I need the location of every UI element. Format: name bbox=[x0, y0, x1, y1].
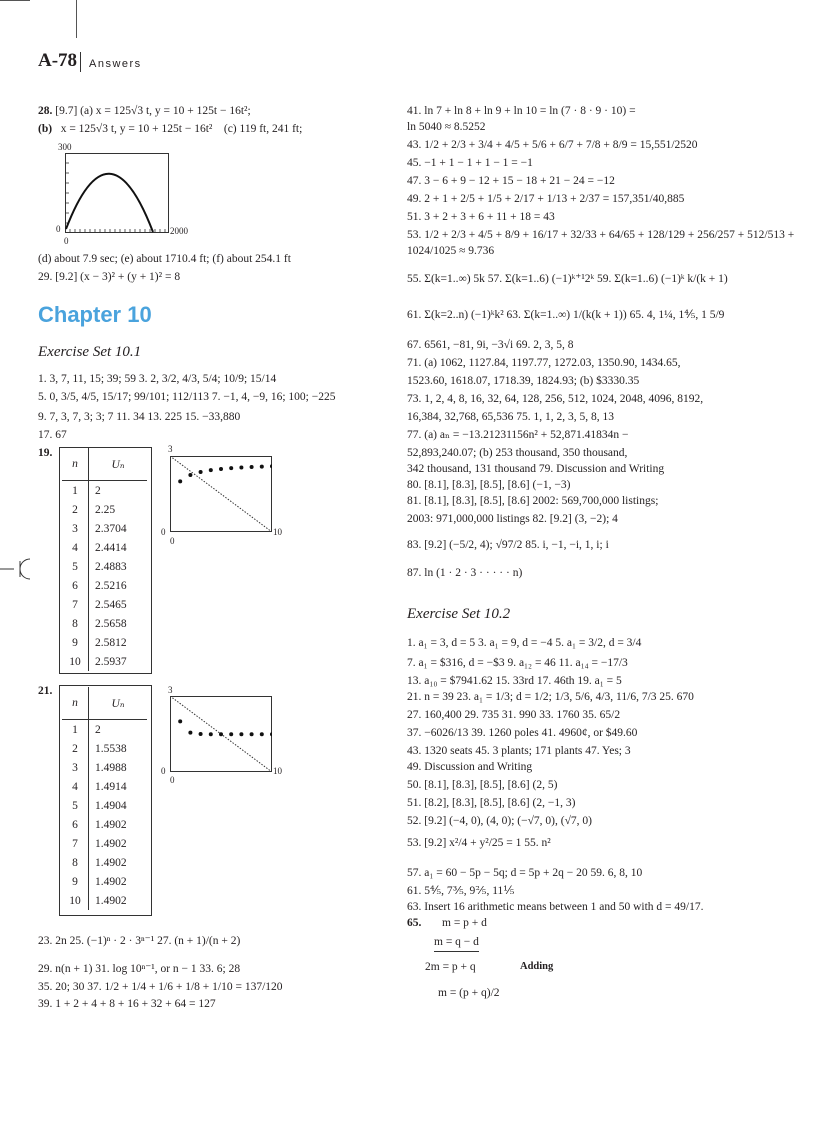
answer-line: 63. Insert 16 arithmetic means between 1 and 50 with d = 49/17. bbox=[407, 901, 704, 913]
table-cell-n: 5 bbox=[72, 799, 78, 812]
answer-line: 71. (a) 1062, 1127.84, 1197.77, 1272.03, 1350.90, 1434.65, bbox=[407, 357, 681, 369]
answer-line: 80. [8.1], [8.3], [8.5], [8.6] (−1, −3) bbox=[407, 479, 571, 491]
table-cell-n: 1 bbox=[72, 723, 78, 736]
sequence-point bbox=[250, 465, 254, 469]
table-21-body bbox=[62, 720, 147, 911]
table-cell-n: 2 bbox=[72, 742, 78, 755]
table-cell-u: 2.4883 bbox=[89, 557, 148, 576]
table-21 bbox=[62, 687, 147, 910]
answer-line: 51. [8.2], [8.3], [8.5], [8.6] (2, −1, 3) bbox=[407, 797, 576, 809]
table-row bbox=[62, 758, 147, 777]
graph-28-ymax: 300 bbox=[58, 142, 72, 152]
table-cell-n: 4 bbox=[72, 541, 78, 554]
answer-line: 342 thousand, 131 thousand 79. Discussion and Writing bbox=[407, 463, 665, 475]
page-number: A-78 bbox=[38, 50, 78, 71]
answer-line: 39. 1 + 2 + 4 + 8 + 16 + 32 + 64 = 127 bbox=[38, 998, 216, 1010]
answer-line: 52. [9.2] (−4, 0), (4, 0); (−√7, 0), (√7, 0) bbox=[407, 815, 592, 827]
sequence-point bbox=[219, 467, 223, 471]
graph-28-xmax: 2000 bbox=[170, 226, 188, 236]
table-row bbox=[62, 557, 147, 576]
table-row bbox=[62, 500, 147, 519]
answer-line: 81. [8.1], [8.3], [8.5], [8.6] 2002: 569,700,000 listings; bbox=[407, 495, 659, 507]
sequence-point bbox=[178, 719, 182, 723]
table-cell-u: 1.4902 bbox=[89, 834, 148, 853]
sequence-point bbox=[188, 731, 192, 735]
answer-65-label: 65. bbox=[407, 917, 422, 929]
sequence-point bbox=[209, 468, 213, 472]
table-cell-u: 2.25 bbox=[89, 500, 148, 519]
table-row bbox=[62, 652, 147, 671]
table-cell-n: 10 bbox=[69, 655, 81, 668]
answer-line: 45. −1 + 1 − 1 + 1 − 1 = −1 bbox=[407, 157, 533, 169]
table-cell-u: 2 bbox=[89, 481, 148, 501]
table-cell-n: 1 bbox=[72, 484, 78, 497]
graph-28-x0: 0 bbox=[64, 236, 69, 246]
answer-line: 67. 6561, −81, 9i, −3√i 69. 2, 3, 5, 8 bbox=[407, 339, 574, 351]
table-cell-u: 2.4414 bbox=[89, 538, 148, 557]
sequence-point bbox=[229, 732, 233, 736]
table-row bbox=[62, 481, 147, 501]
answer-line: 57. a₁ = 60 − 5p − 5q; d = 5p + 2q − 20 59. 6, 8, 10 bbox=[407, 867, 643, 879]
answer-line: 49. Discussion and Writing bbox=[407, 761, 533, 773]
table-cell-n: 7 bbox=[72, 837, 78, 850]
answer-65-row-2: m = q − d bbox=[434, 935, 479, 952]
sequence-point bbox=[260, 465, 264, 469]
table-cell-u: 2.3704 bbox=[89, 519, 148, 538]
table-row bbox=[62, 576, 147, 595]
sequence-point bbox=[209, 732, 213, 736]
crop-mark-icon bbox=[0, 555, 40, 583]
sequence-point bbox=[199, 470, 203, 474]
sequence-point bbox=[239, 732, 243, 736]
graph-19-ymax: 3 bbox=[168, 444, 173, 454]
answer-line: 35. 20; 30 37. 1/2 + 1/4 + 1/6 + 1/8 + 1/10 = 137/120 bbox=[38, 981, 283, 993]
table-cell-u: 2 bbox=[89, 720, 148, 740]
table-cell-n: 2 bbox=[72, 503, 78, 516]
table-cell-n: 10 bbox=[69, 894, 81, 907]
table-cell-u: 1.4902 bbox=[89, 872, 148, 891]
answer-65-row-3: 2m = p + q bbox=[425, 961, 476, 973]
table-cell-u: 2.5216 bbox=[89, 576, 148, 595]
table-cell-u: 1.4988 bbox=[89, 758, 148, 777]
table-cell-u: 1.4902 bbox=[89, 853, 148, 872]
table-cell-u: 1.4902 bbox=[89, 815, 148, 834]
answer-28-line-1: 28. [9.7] (a) x = 125√3 t, y = 10 + 125t − 16t²; bbox=[38, 105, 251, 117]
answer-line: ln 5040 ≈ 8.5252 bbox=[407, 121, 486, 133]
answer-line: 27. 160,400 29. 735 31. 990 33. 1760 35. 65/2 bbox=[407, 709, 621, 721]
answer-line: 9. 7, 3, 7, 3; 3; 7 11. 34 13. 225 15. −33,880 bbox=[38, 411, 241, 423]
table-19-body bbox=[62, 481, 147, 672]
answer-29: 29. [9.2] (x − 3)² + (y + 1)² = 8 bbox=[38, 271, 181, 283]
table-row bbox=[62, 633, 147, 652]
table-row bbox=[62, 796, 147, 815]
answer-line: 61. 5⅘, 7⅗, 9⅖, 11⅕ bbox=[407, 885, 515, 897]
answer-line: 50. [8.1], [8.3], [8.5], [8.6] (2, 5) bbox=[407, 779, 558, 791]
graph-21-sequence bbox=[170, 696, 272, 772]
table-cell-u: 1.5538 bbox=[89, 739, 148, 758]
table-19-header-u: Uₙ bbox=[89, 448, 148, 481]
table-cell-n: 3 bbox=[72, 761, 78, 774]
sequence-point bbox=[199, 732, 203, 736]
table-cell-u: 1.4914 bbox=[89, 777, 148, 796]
table-19-header-n: n bbox=[62, 448, 89, 481]
table-cell-n: 3 bbox=[72, 522, 78, 535]
table-row bbox=[62, 834, 147, 853]
answer-line: 1. 3, 7, 11, 15; 39; 59 3. 2, 3/2, 4/3, 5/4; 10/9; 15/14 bbox=[38, 373, 277, 385]
chapter-heading: Chapter 10 bbox=[38, 302, 152, 327]
answer-line: 87. ln (1 · 2 · 3 · · · · · n) bbox=[407, 567, 523, 579]
table-cell-n: 6 bbox=[72, 579, 78, 592]
answer-65-adding-note: Adding bbox=[520, 961, 554, 972]
answer-line: 1. a₁ = 3, d = 5 3. a₁ = 9, d = −4 5. a₁ = 3/2, d = 3/4 bbox=[407, 637, 642, 649]
table-row bbox=[62, 891, 147, 910]
answer-line: 41. ln 7 + ln 8 + ln 9 + ln 10 = ln (7 · 8 · 9 · 10) = bbox=[407, 105, 636, 117]
margin-bar bbox=[76, 0, 77, 38]
table-cell-n: 5 bbox=[72, 560, 78, 573]
answer-line: 7. a₁ = $316, d = −$3 9. a₁₂ = 46 11. a₁₄ = −17/3 bbox=[407, 657, 628, 669]
answer-line: 53. 1/2 + 2/3 + 4/5 + 8/9 + 16/17 + 32/33 + 64/65 + 128/129 + 256/257 + 512/513 + bbox=[407, 229, 795, 241]
answer-line: 51. 3 + 2 + 3 + 6 + 11 + 18 = 43 bbox=[407, 211, 555, 223]
graph-19-x0: 0 bbox=[170, 536, 175, 546]
answer-21-label: 21. bbox=[38, 685, 53, 697]
table-cell-n: 9 bbox=[72, 636, 78, 649]
graph-21-x0: 0 bbox=[170, 775, 175, 785]
sequence-point bbox=[229, 466, 233, 470]
answer-line: 47. 3 − 6 + 9 − 12 + 15 − 18 + 21 − 24 = −12 bbox=[407, 175, 615, 187]
answer-line: 61. Σ(k=2..n) (−1)ᵏk² 63. Σ(k=1..∞) 1/(k(k + 1)) 65. 4, 1¼, 1⅘, 1 5/9 bbox=[407, 309, 725, 321]
table-row bbox=[62, 720, 147, 740]
answer-28-line-3: (d) about 7.9 sec; (e) about 1710.4 ft; (f) about 254.1 ft bbox=[38, 253, 291, 265]
top-rule bbox=[0, 0, 30, 1]
answer-line: 1523.60, 1618.07, 1718.39, 1824.93; (b) $3330.35 bbox=[407, 375, 640, 387]
table-row bbox=[62, 853, 147, 872]
table-row bbox=[62, 595, 147, 614]
table-row bbox=[62, 815, 147, 834]
sequence-point bbox=[260, 732, 264, 736]
answer-line: 16,384, 32,768, 65,536 75. 1, 1, 2, 3, 5, 8, 13 bbox=[407, 411, 614, 423]
table-cell-n: 8 bbox=[72, 617, 78, 630]
answer-19-label: 19. bbox=[38, 447, 53, 459]
table-cell-n: 9 bbox=[72, 875, 78, 888]
answer-line: 13. a₁₀ = $7941.62 15. 33rd 17. 46th 19. a₁ = 5 bbox=[407, 675, 622, 687]
answer-65-row-4: m = (p + q)/2 bbox=[438, 987, 500, 999]
answer-line: 83. [9.2] (−5/2, 4); √97/2 85. i, −1, −i, 1, i; i bbox=[407, 539, 609, 551]
answer-line: 21. n = 39 23. a₁ = 1/3; d = 1/2; 1/3, 5/6, 4/3, 11/6, 7/3 25. 670 bbox=[407, 691, 694, 703]
answer-line: 2003: 971,000,000 listings 82. [9.2] (3, −2); 4 bbox=[407, 513, 618, 525]
table-cell-n: 6 bbox=[72, 818, 78, 831]
header-separator bbox=[80, 52, 81, 72]
table-row bbox=[62, 538, 147, 557]
graph-19-y0: 0 bbox=[161, 527, 166, 537]
table-row bbox=[62, 739, 147, 758]
answer-line: 29. n(n + 1) 31. log 10ⁿ⁻¹, or n − 1 33. 6; 28 bbox=[38, 963, 241, 975]
graph-28-trajectory bbox=[65, 153, 169, 233]
sequence-point bbox=[239, 465, 243, 469]
section-title: Answers bbox=[89, 58, 142, 70]
graph-21-ymax: 3 bbox=[168, 685, 173, 695]
answer-line: 43. 1320 seats 45. 3 plants; 171 plants 47. Yes; 3 bbox=[407, 745, 631, 757]
answer-line: 77. (a) aₙ = −13.21231156n² + 52,871.41834n − bbox=[407, 429, 629, 441]
sequence-point bbox=[219, 732, 223, 736]
table-row bbox=[62, 872, 147, 891]
exercise-set-10-1-heading: Exercise Set 10.1 bbox=[38, 344, 142, 360]
table-cell-u: 2.5812 bbox=[89, 633, 148, 652]
graph-21-xmax: 10 bbox=[273, 766, 282, 776]
graph-19-xmax: 10 bbox=[273, 527, 282, 537]
answer-line: 5. 0, 3/5, 4/5, 15/17; 99/101; 112/113 7. −1, 4, −9, 16; 100; −225 bbox=[38, 391, 336, 403]
sequence-point bbox=[188, 473, 192, 477]
graph-21-y0: 0 bbox=[161, 766, 166, 776]
graph-28-y0: 0 bbox=[56, 224, 61, 234]
graph-19-sequence bbox=[170, 456, 272, 532]
table-row bbox=[62, 777, 147, 796]
sequence-point bbox=[250, 732, 254, 736]
table-cell-u: 2.5658 bbox=[89, 614, 148, 633]
table-cell-n: 7 bbox=[72, 598, 78, 611]
table-cell-u: 2.5465 bbox=[89, 595, 148, 614]
table-cell-u: 2.5937 bbox=[89, 652, 148, 671]
answer-line: 43. 1/2 + 2/3 + 3/4 + 4/5 + 5/6 + 6/7 + 7/8 + 8/9 = 15,551/2520 bbox=[407, 139, 698, 151]
table-cell-n: 8 bbox=[72, 856, 78, 869]
table-row bbox=[62, 519, 147, 538]
table-row bbox=[62, 614, 147, 633]
answer-line: 37. −6026/13 39. 1260 poles 41. 4960¢, or $49.60 bbox=[407, 727, 638, 739]
table-cell-n: 4 bbox=[72, 780, 78, 793]
answer-28-line-2: (b) x = 125√3 t, y = 10 + 125t − 16t² (c) 119 ft, 241 ft; bbox=[38, 123, 303, 135]
answer-line: 17. 67 bbox=[38, 429, 67, 441]
answer-line: 52,893,240.07; (b) 253 thousand, 350 thousand, bbox=[407, 447, 628, 459]
answer-line: 55. Σ(k=1..∞) 5k 57. Σ(k=1..6) (−1)ᵏ⁺¹2ᵏ 59. Σ(k=1..6) (−1)ᵏ k/(k + 1) bbox=[407, 273, 728, 285]
table-21-header-u: Uₙ bbox=[89, 687, 148, 720]
answer-line: 23. 2n 25. (−1)ⁿ · 2 · 3ⁿ⁻¹ 27. (n + 1)/(n + 2) bbox=[38, 935, 241, 947]
answer-line: 73. 1, 2, 4, 8, 16, 32, 64, 128, 256, 512, 1024, 2048, 4096, 8192, bbox=[407, 393, 704, 405]
sequence-point bbox=[178, 479, 182, 483]
answer-65-row-1: m = p + d bbox=[442, 917, 487, 929]
exercise-set-10-2-heading: Exercise Set 10.2 bbox=[407, 606, 511, 622]
answer-line: 49. 2 + 1 + 2/5 + 1/5 + 2/17 + 1/13 + 2/37 = 157,351/40,885 bbox=[407, 193, 685, 205]
table-21-header-n: n bbox=[62, 687, 89, 720]
answer-line: 1024/1025 ≈ 9.736 bbox=[407, 245, 495, 257]
answer-line: 53. [9.2] x²/4 + y²/25 = 1 55. n² bbox=[407, 837, 551, 849]
table-cell-u: 1.4904 bbox=[89, 796, 148, 815]
table-19 bbox=[62, 448, 147, 671]
table-cell-u: 1.4902 bbox=[89, 891, 148, 910]
